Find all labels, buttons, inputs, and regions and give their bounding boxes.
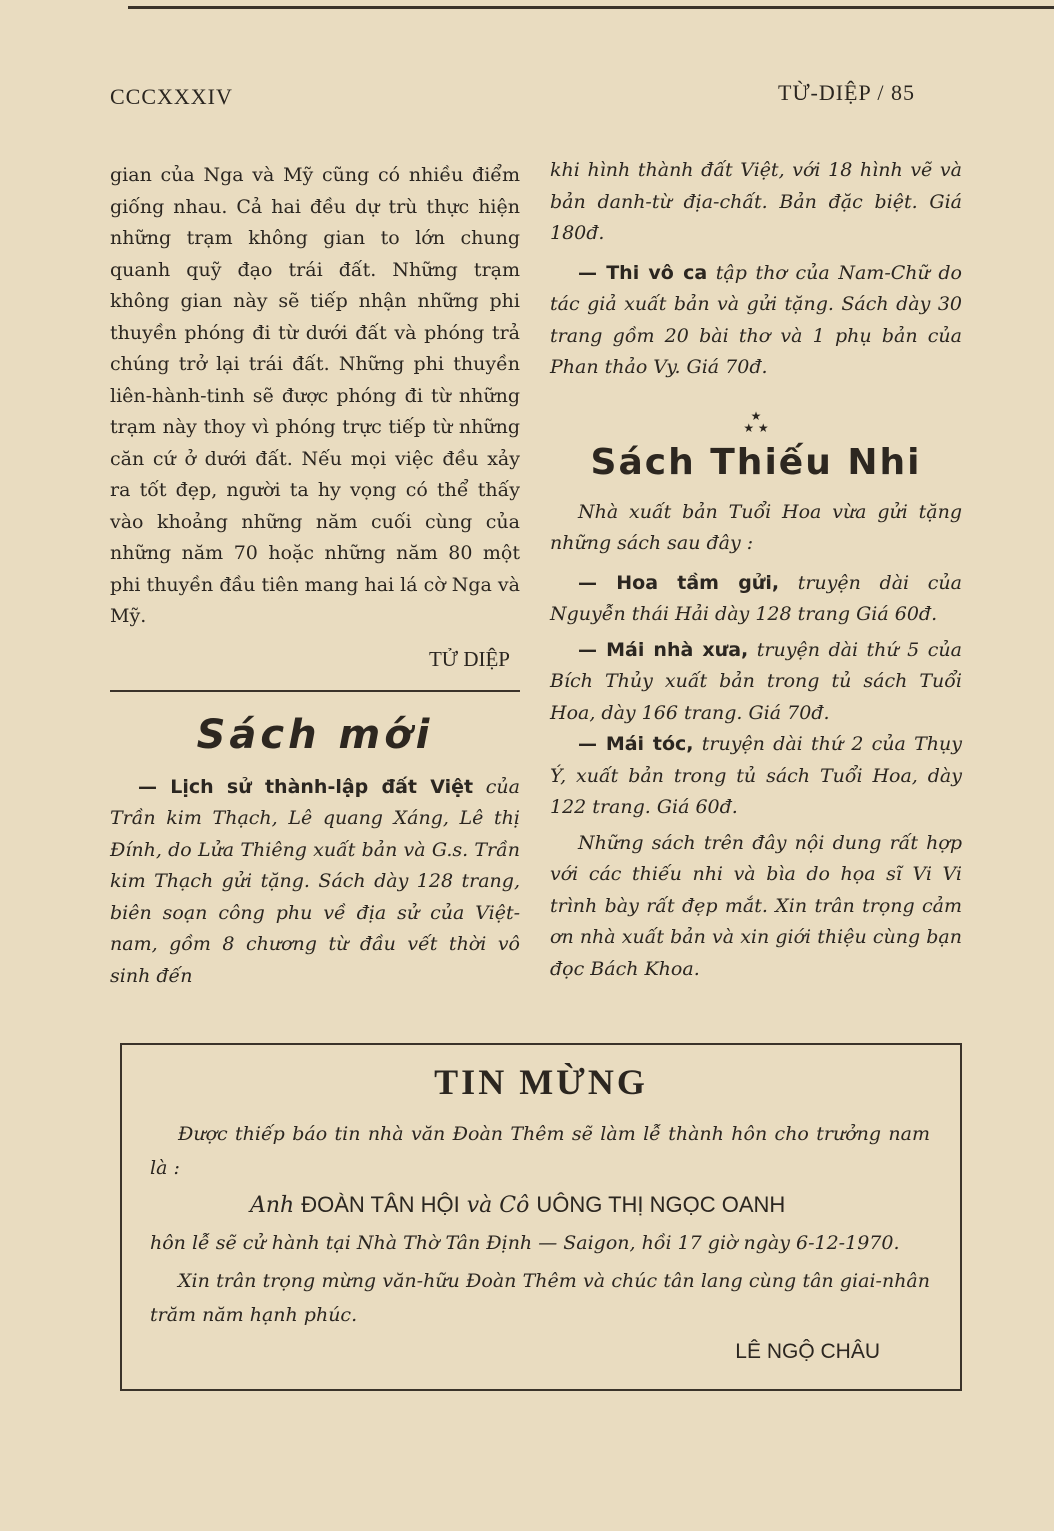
bride-name: UÔNG THỊ NGỌC OANH xyxy=(536,1192,786,1217)
announcement-line-3: Xin trân trọng mừng văn-hữu Đoàn Thêm và chúc tân lang cùng tân giai-nhân trăm năm hạnh phúc. xyxy=(150,1270,930,1326)
book-entry-2 xyxy=(550,258,962,384)
va-co-label: và Cô xyxy=(466,1193,530,1218)
section-title-kids-books: Sách Thiếu Nhi xyxy=(590,441,922,483)
kids-book-2-text: truyện dài thứ 5 của Bích Thủy xuất bản trong tủ sách Tuổi Hoa, dày 166 trang. Giá 70đ. xyxy=(550,638,962,724)
section-title-new-books: Sách mới xyxy=(196,711,434,758)
kids-book-1 xyxy=(550,568,962,631)
book-1-title: — Lịch sử thành-lập đất Việt xyxy=(138,775,474,798)
book-1-continued: khi hình thành đất Việt, với 18 hình vẽ và bản danh-từ địa-chất. Bản đặc biệt. Giá 180đ. xyxy=(550,159,962,244)
ornament-stars: ★ ★ ★ xyxy=(743,408,769,435)
article-text: gian của Nga và Mỹ cũng có nhiều điểm giống nhau. Cả hai đều dự trù thực hiện những trạm không gian to lớn chung quanh quỹ đạo trái đất. Những trạm không gian này sẽ tiếp nhận những phi thuyền phóng đi từ dưới đất và phóng trả chúng trở lại trái đất. Những phi thuyền liên-hành-tinh sẽ được phóng đi từ những trạm này thoy vì phóng trực tiếp từ những căn cứ ở dưới đất. Nếu mọi việc đều xảy ra tốt đẹp, người ta hy vọng có thể thấy vào khoảng những năm cuối cùng của những năm 70 hoặc những năm 80 một phi thuyền đầu tiên mang hai lá cờ Nga và Mỹ. xyxy=(110,164,520,627)
right-column xyxy=(550,155,962,985)
kids-book-1-title: — Hoa tầm gửi, xyxy=(578,571,780,594)
announcement-box xyxy=(120,1043,962,1391)
book-entry-1 xyxy=(110,772,520,993)
announcement-signature: LÊ NGỘ CHÂU xyxy=(735,1340,880,1363)
anh-label: Anh xyxy=(250,1193,295,1218)
article-signature: TỬ DIỆP xyxy=(428,646,510,671)
kids-book-2 xyxy=(550,635,962,730)
book-2-text: tập thơ của Nam-Chữ do tác giả xuất bản và gửi tặng. Sách dày 30 trang gồm 20 bài thơ và 1 phụ bản của Phan thảo Vy. Giá 70đ. xyxy=(550,261,962,378)
book-2-title: — Thi vô ca xyxy=(578,261,708,284)
kids-book-1-text: truyện dài của Nguyễn thái Hải dày 128 trang Giá 60đ. xyxy=(550,571,962,625)
kids-book-3 xyxy=(550,729,962,824)
groom-name: ĐOÀN TÂN HỘI xyxy=(301,1192,460,1217)
book-1-text: của Trần kim Thạch, Lê quang Xáng, Lê thị Đính, do Lửa Thiêng xuất bản và G.s. Trần kim Thạch gửi tặng. Sách dày 128 trang, biên soạn công phu về địa sử của Việt-nam, gồm 8 chương từ đầu vết thời vô sinh đến xyxy=(110,775,520,987)
kids-book-3-title: — Mái tóc, xyxy=(578,733,694,755)
section-divider xyxy=(110,690,520,692)
page-running-title: TỪ-DIỆP / 85 xyxy=(778,80,916,105)
kids-book-3-text: truyện dài thứ 2 của Thụy Ý, xuất bản trong tủ sách Tuổi Hoa, dày 122 trang. Giá 60đ. xyxy=(550,733,962,818)
announcement-title: TIN MỪNG xyxy=(434,1062,648,1102)
kids-book-2-title: — Mái nhà xưa, xyxy=(578,638,749,661)
left-column xyxy=(110,160,520,992)
top-rule xyxy=(128,6,1054,9)
announcement-body xyxy=(122,1117,960,1364)
couple-names xyxy=(250,1187,930,1224)
page-section-number: CCCXXXIV xyxy=(110,84,233,109)
kids-closing: Những sách trên đây nội dung rất hợp với các thiếu nhi và bìa do họa sĩ Vi Vi trình bày rất đẹp mắt. Xin trân trọng cảm ơn nhà xuất bản và xin giới thiệu cùng bạn đọc Bách Khoa. xyxy=(550,831,962,980)
announcement-line-2: hôn lễ sẽ cử hành tại Nhà Thờ Tân Định — Saigon, hồi 17 giờ ngày 6-12-1970. xyxy=(150,1232,900,1254)
kids-intro: Nhà xuất bản Tuổi Hoa vừa gửi tặng những sách sau đây : xyxy=(550,500,962,554)
announcement-line-1: Được thiếp báo tin nhà văn Đoàn Thêm sẽ làm lễ thành hôn cho trưởng nam là : xyxy=(150,1123,930,1179)
